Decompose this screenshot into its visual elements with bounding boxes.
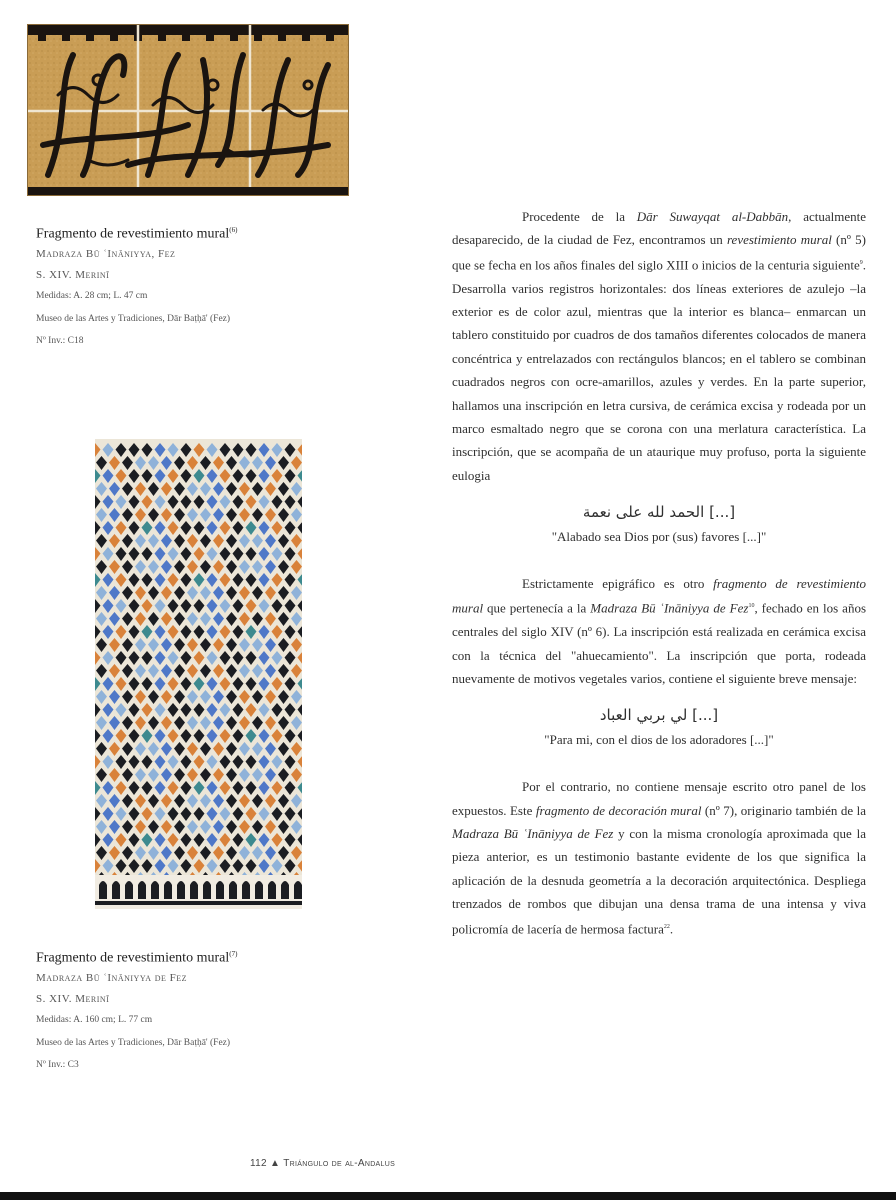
footnote-ref: 22 bbox=[663, 923, 670, 930]
triangle-icon: ▲ bbox=[269, 1158, 281, 1169]
figure2-note-ref: (7) bbox=[229, 950, 238, 958]
page-footer bbox=[250, 1158, 395, 1169]
figure1-caption-title: Fragmento de revestimiento mural$^{(6)}$ bbox=[36, 226, 238, 242]
quote-1-translation: "Alabado sea Dios por (sus) favores [...]" bbox=[551, 528, 767, 544]
figure2-inventory: Nº Inv.: C3 bbox=[36, 1060, 79, 1071]
place-name: Dār Suwayqat al-Dabbān bbox=[636, 209, 789, 224]
figure1-location: Madraza Bū ʿInāniyya, Fez bbox=[36, 247, 176, 260]
figure1-museum: Museo de las Artes y Tradiciones, Dār Baṭḥā' (Fez) bbox=[36, 313, 231, 324]
figure1-measures: Medidas: A. 28 cm; L. 47 cm bbox=[36, 291, 148, 302]
figure2-caption bbox=[36, 950, 396, 1077]
place-name: Madraza Bū ʿInāniyya de Fez bbox=[452, 826, 614, 841]
figure2-period: S. XIV. Merinī bbox=[36, 993, 110, 1006]
running-title: Triángulo de al-Andalus bbox=[283, 1158, 396, 1169]
footnote-ref: 10 bbox=[748, 603, 755, 610]
mosaic-tile-image bbox=[95, 439, 302, 909]
mosaic-tile-photo bbox=[95, 439, 302, 909]
place-name: Madraza Bū ʿInāniyya de Fez bbox=[590, 600, 749, 616]
figure1-note-ref: (6) bbox=[229, 226, 238, 234]
term: revestimiento mural bbox=[726, 232, 832, 248]
quote-2-translation: "Para mi, con el dios de los adoradores [...]" bbox=[544, 731, 774, 747]
figure1-inventory: Nº Inv.: C18 bbox=[36, 336, 84, 347]
paragraph-3: Por el contrario, no contiene mensaje escrito otro panel de los expuestos. Este fragmento de decoración mural (nº 7), originario también de la Madraza Bū ʿInāniyya de Fez y con la misma cronología aproximada que la pieza anterior, es un testimonio bastante evidente de los que significa la aplicación de la desnuda geometría a la decoración arquitectónica. Despliega trenzados de rombos que dibujan una densa trama de una intensa y viva policromía de lacería de hermosa factura$^{22}$. bbox=[452, 779, 866, 936]
quote-1-arabic: الحمد لله على نعمة [...] bbox=[582, 503, 736, 522]
paragraph-2: Estrictamente epigráfico es otro fragmento de revestimiento mural que pertenecía a la Madraza Bū ʿInāniyya de Fez$^{10}$, fechado en los años centrales del siglo XIV (nº 6). La inscripción está realizada en cerámica excisa con la técnica del "ahuecamiento". La inscripción que porta, rodeada nuevamente de motivos vegetales varios, contiene el siguiente breve mensaje: bbox=[452, 576, 867, 686]
footnote-ref: 9 bbox=[859, 259, 863, 266]
calligraphy-tile-photo bbox=[27, 24, 349, 196]
figure1-period: S. XIV. Merinī bbox=[36, 269, 110, 282]
calligraphy-tile-image bbox=[28, 25, 348, 195]
figure2-location: Madraza Bū ʿInāniyya de Fez bbox=[36, 971, 188, 984]
body-text-column bbox=[452, 205, 866, 940]
term: fragmento de decoración mural bbox=[535, 802, 702, 818]
quote-2-arabic: لي بربي العباد [...] bbox=[599, 706, 719, 725]
paragraph-1: Procedente de la Dār Suwayqat al-Dabbān, actualmente desaparecido, de la ciudad de Fez, encontramos un revestimiento mural (nº 5) que se fecha en los años finales del siglo XIII o inicios de la centuria siguiente$^9$. Desarrolla varios registros horizontales: dos líneas exteriores de azulejo –la exterior es de color azul, mientras que la interior es blanca– enmarcan un tablero constituido por cuadros de dos tamaños diferentes colocados de manera concéntrica y entrelazados con rectángulos blancos; en el tablero se combinan cuadrados negros con ocre-amarillos, azules y verdes. En la parte superior, hallamos una inscripción en letra cursiva, de cerámica excisa y rodeada por un marco esmaltado negro que se corona con una merlatura característica. La inscripción, que se acompaña de un ataurique muy profuso, porta la siguiente eulogia bbox=[452, 209, 866, 483]
page-number: 112 bbox=[250, 1158, 267, 1169]
bottom-rule bbox=[0, 1192, 896, 1200]
figure2-museum: Museo de las Artes y Tradiciones, Dār Baṭḥā' (Fez) bbox=[36, 1037, 231, 1048]
term: fragmento de revestimiento mural bbox=[452, 576, 867, 616]
figure2-measures: Medidas: A. 160 cm; L. 77 cm bbox=[36, 1015, 153, 1026]
figure2-caption-title: Fragmento de revestimiento mural$^{(7)}$ bbox=[36, 950, 238, 966]
figure1-caption bbox=[36, 226, 396, 353]
